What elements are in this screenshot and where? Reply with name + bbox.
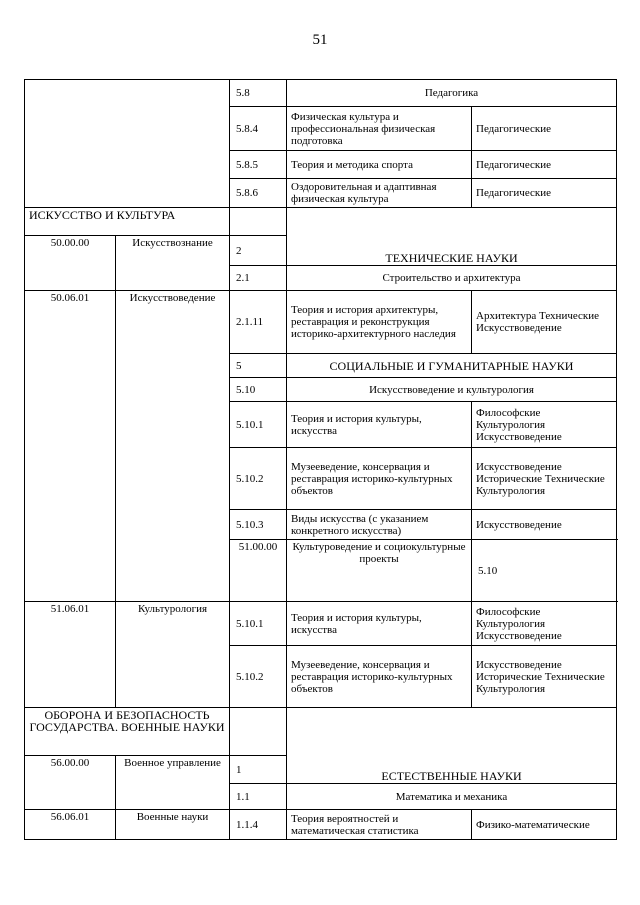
group-name: Искусствознание — [116, 236, 230, 291]
section-code: 5.10 — [472, 540, 617, 602]
page-number: 51 — [312, 32, 328, 48]
group-name: Культуроведение и социокультурные проекты — [287, 540, 472, 602]
science-branch: Искусствоведение Исторические Технические Культурология — [472, 646, 617, 708]
specialty-code: 5.10.3 — [230, 510, 287, 540]
science-branch: Философские Культурология Искусствоведение — [472, 602, 617, 646]
section-name: Математика и механика — [287, 784, 617, 810]
science-area-title: ЕСТЕСТВЕННЫЕ НАУКИ — [287, 708, 617, 784]
section-name: Искусствоведение и культурология — [287, 378, 617, 402]
specialty-name: Теория и история архитектуры, реставрация и реконструкция историко-архитектурного наследия — [287, 291, 472, 354]
science-area-title: СОЦИАЛЬНЫЕ И ГУМАНИТАРНЫЕ НАУКИ — [287, 354, 617, 378]
specialty-name: Теория и история культуры, искусства — [287, 402, 472, 448]
program-name: Искусствоведение — [116, 291, 230, 602]
science-branch: Физико-математические — [472, 810, 617, 840]
science-area-title: ТЕХНИЧЕСКИЕ НАУКИ — [287, 208, 617, 266]
specialty-code: 5.10.2 — [230, 448, 287, 510]
specialty-name: Теория и история культуры, искусства — [287, 602, 472, 646]
specialty-code: 1.1.4 — [230, 810, 287, 840]
group-title: ОБОРОНА И БЕЗОПАСНОСТЬ ГОСУДАРСТВА. ВОЕННЫЕ НАУКИ — [25, 708, 230, 756]
specialty-code: 5.10.1 — [230, 602, 287, 646]
specialty-name: Оздоровительная и адаптивная физическая культура — [287, 179, 472, 208]
program-code: 50.06.01 — [25, 291, 116, 602]
empty-left-cell — [25, 80, 230, 208]
science-branch: Архитектура Технические Искусствоведение — [472, 291, 617, 354]
science-branch: Педагогические — [472, 107, 617, 151]
specialties-table — [24, 79, 617, 840]
area-code: 1 — [230, 756, 287, 784]
group-code: 56.00.00 — [25, 756, 116, 810]
science-branch: Педагогические — [472, 179, 617, 208]
specialty-code: 5.8.4 — [230, 107, 287, 151]
group-name: Военное управление — [116, 756, 230, 810]
specialty-code: 5.10.1 — [230, 402, 287, 448]
program-name: Культурология — [116, 602, 230, 708]
empty-cell — [230, 708, 287, 756]
science-branch: Искусствоведение Исторические Технические Культурология — [472, 448, 617, 510]
science-branch: Педагогические — [472, 151, 617, 179]
group-code: 50.00.00 — [25, 236, 116, 291]
specialty-code: 2.1.11 — [230, 291, 287, 354]
science-branch: Философские Культурология Искусствоведение — [472, 402, 617, 448]
empty-cell — [230, 208, 287, 236]
area-code: 5 — [230, 354, 287, 378]
section-code: 2.1 — [230, 266, 287, 291]
specialty-code: 5.10.2 — [230, 646, 287, 708]
specialty-name: Теория вероятностей и математическая статистика — [287, 810, 472, 840]
specialty-code: 5.8.5 — [230, 151, 287, 179]
group-title: ИСКУССТВО И КУЛЬТУРА — [25, 208, 230, 236]
program-name: Военные науки — [116, 810, 230, 840]
program-code: 56.06.01 — [25, 810, 116, 840]
section-code: 5.8 — [230, 80, 287, 107]
section-code: 5.10 — [230, 378, 287, 402]
specialty-name: Музееведение, консервация и реставрация историко-культурных объектов — [287, 448, 472, 510]
section-code: 1.1 — [230, 784, 287, 810]
specialty-name: Виды искусства (с указанием конкретного искусства) — [287, 510, 472, 540]
specialty-name: Физическая культура и профессиональная физическая подготовка — [287, 107, 472, 151]
area-code: 2 — [230, 236, 287, 266]
section-name: Строительство и архитектура — [287, 266, 617, 291]
program-code: 51.06.01 — [25, 602, 116, 708]
specialty-name: Теория и методика спорта — [287, 151, 472, 179]
specialty-name: Музееведение, консервация и реставрация историко-культурных объектов — [287, 646, 472, 708]
section-name: Педагогика — [287, 80, 617, 107]
science-branch: Искусствоведение — [472, 510, 617, 540]
group-code: 51.00.00 — [230, 540, 287, 602]
specialty-code: 5.8.6 — [230, 179, 287, 208]
